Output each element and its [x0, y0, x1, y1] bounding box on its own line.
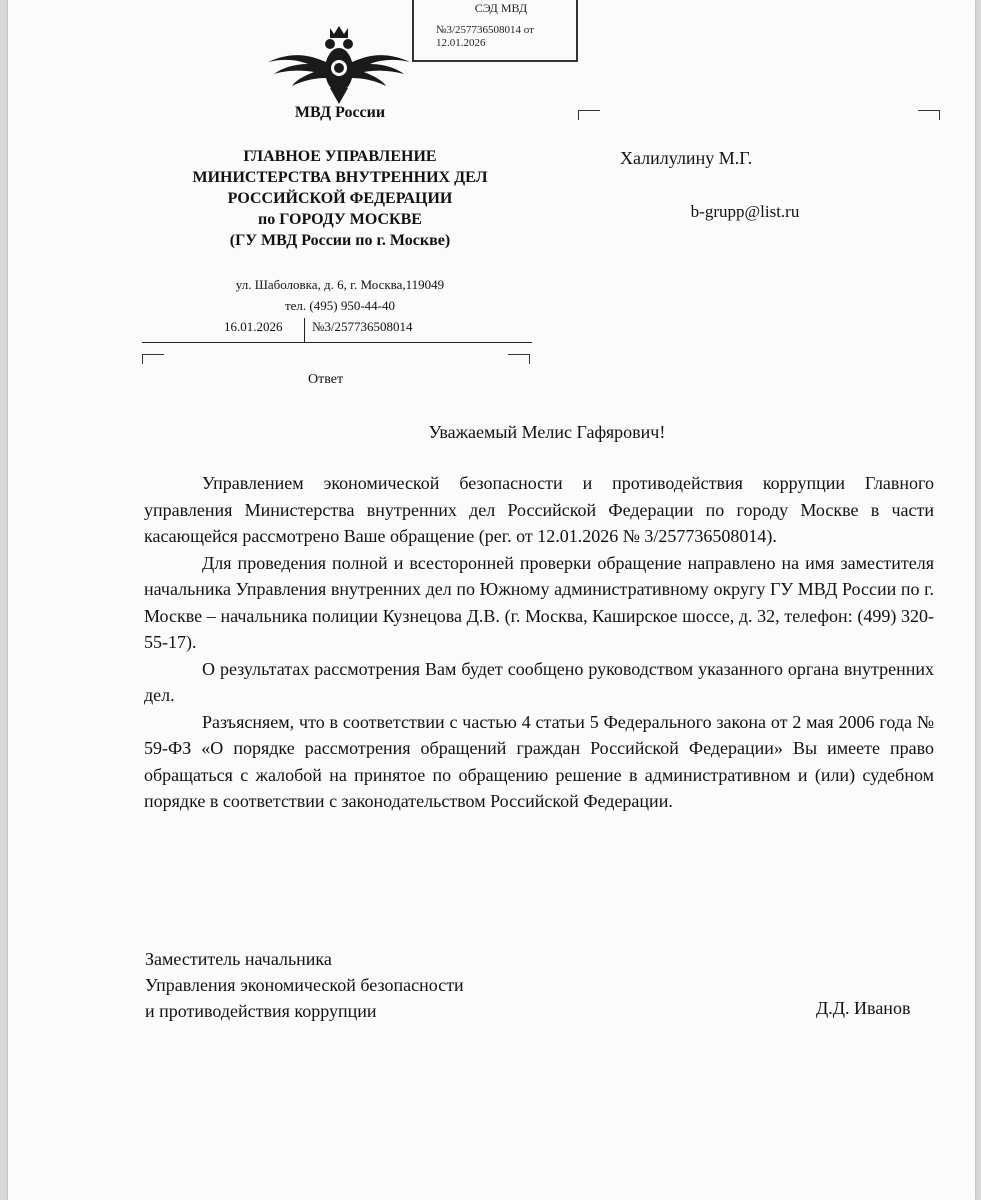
divider [304, 318, 305, 342]
recipient-email: b-grupp@list.ru [690, 202, 800, 221]
mvd-eagle-emblem-icon [264, 22, 414, 106]
paragraph: Управлением экономической безопасности и противодействия коррупции Главного управления Министерства внутренних дел Российской Федерации по городу Москве в части касающейся рассмотрено Ваше обращение (рег. от 12.01.2026 № 3/257736508014). [144, 473, 934, 546]
corner-mark [142, 354, 164, 364]
org-line: РОССИЙСКОЙ ФЕДЕРАЦИИ [227, 190, 453, 207]
position-line: Заместитель начальника [145, 949, 332, 969]
signatory-position [145, 946, 605, 1024]
position-line: и противодействия коррупции [145, 1001, 377, 1021]
recipient-name: Халилулину М.Г. [620, 148, 753, 168]
corner-mark [508, 354, 530, 364]
paragraph: Разъясняем, что в соответствии с частью 4 статьи 5 Федерального закона от 2 мая 2006 года № 59-ФЗ «О порядке рассмотрения обращений граждан Российской Федерации» Вы имеете право обращаться с жалобой на принятое по обращению решение в административном и (или) судебном порядке в соответствии с законодательством Российской Федерации. [144, 711, 934, 811]
org-line: МИНИСТЕРСТВА ВНУТРЕННИХ ДЕЛ [192, 169, 488, 186]
registration-line [142, 318, 532, 343]
org-line: (ГУ МВД России по г. Москве) [229, 232, 451, 249]
registration-number: №3/257736508014 [312, 319, 413, 334]
greeting: Уважаемый Мелис Гафярович! [428, 422, 666, 442]
address-line: ул. Шаболовка, д. 6, г. Москва,119049 [235, 277, 445, 292]
org-short-name: МВД России [294, 104, 386, 121]
answer-label: Ответ [308, 372, 344, 387]
stamp-date: 12.01.2026 [436, 37, 486, 49]
corner-mark [918, 110, 940, 120]
phone-line: тел. (495) 950-44-40 [284, 298, 395, 313]
stamp-number: №3/257736508014 от [436, 24, 534, 36]
organization-header [158, 146, 522, 251]
registration-date: 16.01.2026 [224, 319, 283, 334]
org-line: ГЛАВНОЕ УПРАВЛЕНИЕ [243, 148, 437, 165]
paragraph: Для проведения полной и всесторонней проверки обращение направлено на имя заместителя начальника Управления внутренних дел по Южному административному округу ГУ МВД России по г. Москве – начальника полиции Кузнецова Д.В. (г. Москва, Каширское шоссе, д. 32, телефон: (499) 320-55-17). [144, 552, 934, 652]
corner-mark [578, 110, 600, 120]
org-line: по ГОРОДУ МОСКВЕ [258, 211, 422, 228]
position-line: Управления экономической безопасности [145, 975, 464, 995]
stamp-title: СЭД МВД [474, 1, 528, 15]
signatory-name: Д.Д. Иванов [816, 998, 911, 1018]
document-page [8, 0, 975, 1200]
letter-body [144, 470, 934, 815]
registration-stamp [412, 0, 578, 62]
organization-address [158, 274, 522, 316]
paragraph: О результатах рассмотрения Вам будет сообщено руководством указанного органа внутренних дел. [144, 658, 934, 705]
